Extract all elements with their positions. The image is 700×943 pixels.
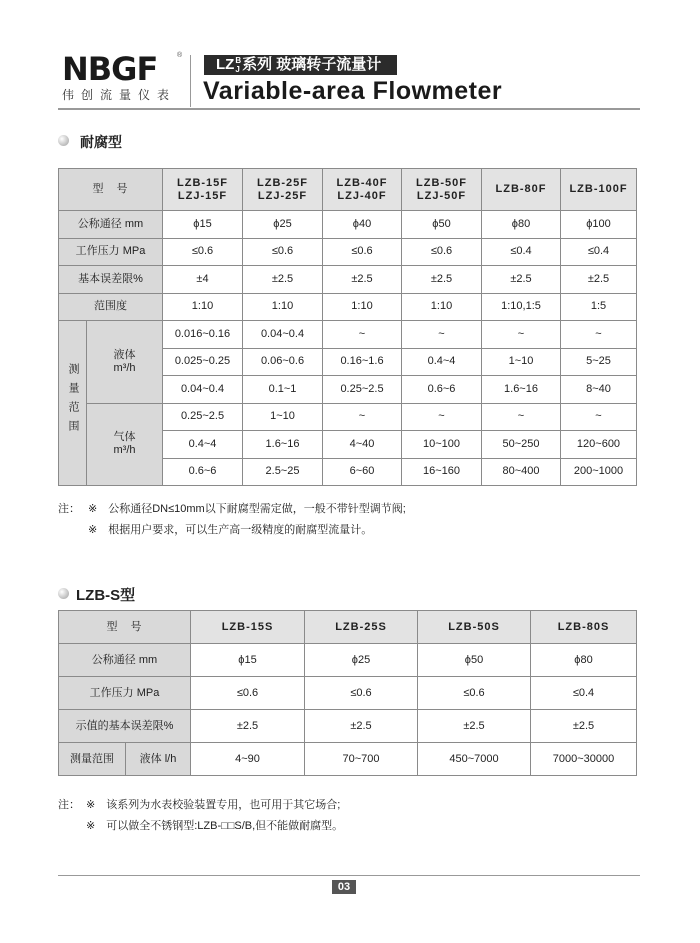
model-label: 型 号 <box>59 169 163 211</box>
row-label: 公称通径 mm <box>59 644 191 677</box>
cell: 1:5 <box>561 293 637 321</box>
note: ※ 公称通径DN≤10mm以下耐腐型需定做，一般不带针型调节阀; <box>88 503 406 515</box>
section2-title: LZB-S型 <box>76 587 136 604</box>
header-rule <box>58 108 640 110</box>
model-cell: LZB-80S <box>531 611 637 644</box>
cell: ϕ25 <box>243 211 323 239</box>
brand-logo <box>62 52 184 106</box>
model-cell: LZB-25F LZJ-25F <box>243 169 323 211</box>
range-label: 测量范围 <box>59 321 87 486</box>
cell: 0.016~0.16 <box>163 321 243 349</box>
row-label: 公称通径 mm <box>59 211 163 239</box>
cell: ~ <box>482 321 561 349</box>
cell: 1.6~16 <box>243 431 323 459</box>
page-number: 03 <box>332 880 356 894</box>
cell: ~ <box>561 403 637 431</box>
table-row <box>59 677 637 710</box>
footer-rule <box>58 875 640 876</box>
series-prefix: LZ <box>216 56 235 73</box>
cell: 0.6~6 <box>402 376 482 404</box>
cell: ±2.5 <box>191 710 305 743</box>
cell: 0.25~2.5 <box>323 376 402 404</box>
series-variants <box>235 55 241 75</box>
english-title: Variable-area Flowmeter <box>203 77 503 105</box>
cell: 0.04~0.4 <box>163 376 243 404</box>
row-label: 工作压力 MPa <box>59 677 191 710</box>
cell: 1~10 <box>482 348 561 376</box>
cell: ≤0.6 <box>323 238 402 266</box>
table-row <box>59 266 637 294</box>
cell: 4~40 <box>323 431 402 459</box>
cell: 7000~30000 <box>531 743 637 776</box>
cell: 0.16~1.6 <box>323 348 402 376</box>
cell: 2.5~25 <box>243 458 323 486</box>
cell: 1:10 <box>243 293 323 321</box>
cell: 450~7000 <box>418 743 531 776</box>
cell: ±2.5 <box>531 710 637 743</box>
lzb-s-table <box>58 610 637 776</box>
series-sub: J <box>235 65 240 74</box>
table-header-row <box>59 611 637 644</box>
row-label: 示值的基本误差限% <box>59 710 191 743</box>
cell: 5~25 <box>561 348 637 376</box>
model-cell: LZB-100F <box>561 169 637 211</box>
cell: ~ <box>561 321 637 349</box>
cell: 0.4~4 <box>163 431 243 459</box>
cell: ϕ40 <box>323 211 402 239</box>
table-header-row <box>59 169 637 211</box>
logo-mark: NBGF <box>62 52 158 86</box>
cell: ≤0.6 <box>418 677 531 710</box>
cell: 1:10 <box>163 293 243 321</box>
cell: ±4 <box>163 266 243 294</box>
cell: ≤0.4 <box>531 677 637 710</box>
model-cell: LZB-25S <box>305 611 418 644</box>
table-row <box>59 644 637 677</box>
cell: ~ <box>323 321 402 349</box>
cell: ϕ15 <box>191 644 305 677</box>
cell: 200~1000 <box>561 458 637 486</box>
cell: 1.6~16 <box>482 376 561 404</box>
cell: 10~100 <box>402 431 482 459</box>
cell: 8~40 <box>561 376 637 404</box>
cell: 1:10 <box>323 293 402 321</box>
liquid-label: 液体 l/h <box>126 743 191 776</box>
cell: 0.06~0.6 <box>243 348 323 376</box>
cell: 0.25~2.5 <box>163 403 243 431</box>
cell: ±2.5 <box>561 266 637 294</box>
cell: ±2.5 <box>323 266 402 294</box>
cell: 0.1~1 <box>243 376 323 404</box>
header-divider <box>190 55 191 107</box>
table-row <box>59 293 637 321</box>
cell: ≤0.4 <box>482 238 561 266</box>
gas-label: 气体 m³/h <box>87 403 163 486</box>
table-row <box>59 238 637 266</box>
model-cell: LZB-40F LZJ-40F <box>323 169 402 211</box>
table-row <box>59 321 637 349</box>
cell: ±2.5 <box>305 710 418 743</box>
cell: 1~10 <box>243 403 323 431</box>
cell: ϕ15 <box>163 211 243 239</box>
cell: ≤0.6 <box>402 238 482 266</box>
model-cell: LZB-50F LZJ-50F <box>402 169 482 211</box>
cell: 0.025~0.25 <box>163 348 243 376</box>
table-row <box>59 710 637 743</box>
logo-subtitle: 伟创流量仪表 <box>62 88 177 102</box>
cell: 80~400 <box>482 458 561 486</box>
cell: ~ <box>402 321 482 349</box>
cell: 1:10,1:5 <box>482 293 561 321</box>
range-label: 测量范围 <box>59 743 126 776</box>
cell: 16~160 <box>402 458 482 486</box>
cell: ϕ50 <box>418 644 531 677</box>
cell: ±2.5 <box>243 266 323 294</box>
cell: ~ <box>402 403 482 431</box>
cell: 4~90 <box>191 743 305 776</box>
row-label: 工作压力 MPa <box>59 238 163 266</box>
model-cell: LZB-15F LZJ-15F <box>163 169 243 211</box>
bullet-icon <box>58 588 69 599</box>
cell: ±2.5 <box>418 710 531 743</box>
cell: ≤0.6 <box>163 238 243 266</box>
cell: 50~250 <box>482 431 561 459</box>
cell: 6~60 <box>323 458 402 486</box>
cell: ~ <box>482 403 561 431</box>
bullet-icon <box>58 135 69 146</box>
cell: ϕ80 <box>531 644 637 677</box>
model-cell: LZB-15S <box>191 611 305 644</box>
series-title <box>204 55 397 75</box>
row-label: 基本误差限% <box>59 266 163 294</box>
cell: 0.6~6 <box>163 458 243 486</box>
cell: 1:10 <box>402 293 482 321</box>
table-row <box>59 403 637 431</box>
cell: 0.04~0.4 <box>243 321 323 349</box>
liquid-label: 液体 m³/h <box>87 321 163 404</box>
cell: ±2.5 <box>482 266 561 294</box>
cell: ≤0.6 <box>243 238 323 266</box>
note: ※ 该系列为水表校验装置专用，也可用于其它场合; <box>86 799 341 811</box>
note: ※ 根据用户要求，可以生产高一级精度的耐腐型流量计。 <box>88 524 373 536</box>
section1-title: 耐腐型 <box>80 134 122 150</box>
note-label: 注： <box>58 503 80 515</box>
cell: 120~600 <box>561 431 637 459</box>
registered-mark: ® <box>177 52 183 59</box>
cell: ≤0.4 <box>561 238 637 266</box>
note: ※ 可以做全不锈钢型:LZB-□□S/B,但不能做耐腐型。 <box>86 820 344 832</box>
model-cell: LZB-80F <box>482 169 561 211</box>
cell: ϕ50 <box>402 211 482 239</box>
corrosion-resistant-table <box>58 168 637 486</box>
note-label: 注： <box>58 799 80 811</box>
cell: ±2.5 <box>402 266 482 294</box>
model-cell: LZB-50S <box>418 611 531 644</box>
table-row <box>59 743 637 776</box>
cell: 0.4~4 <box>402 348 482 376</box>
cell: ≤0.6 <box>305 677 418 710</box>
table-row <box>59 211 637 239</box>
series-name: 系列 玻璃转子流量计 <box>242 56 382 73</box>
cell: ϕ100 <box>561 211 637 239</box>
cell: ϕ25 <box>305 644 418 677</box>
series-sup: B <box>235 56 242 65</box>
cell: 70~700 <box>305 743 418 776</box>
cell: ≤0.6 <box>191 677 305 710</box>
model-label: 型 号 <box>59 611 191 644</box>
cell: ϕ80 <box>482 211 561 239</box>
row-label: 范围度 <box>59 293 163 321</box>
cell: ~ <box>323 403 402 431</box>
